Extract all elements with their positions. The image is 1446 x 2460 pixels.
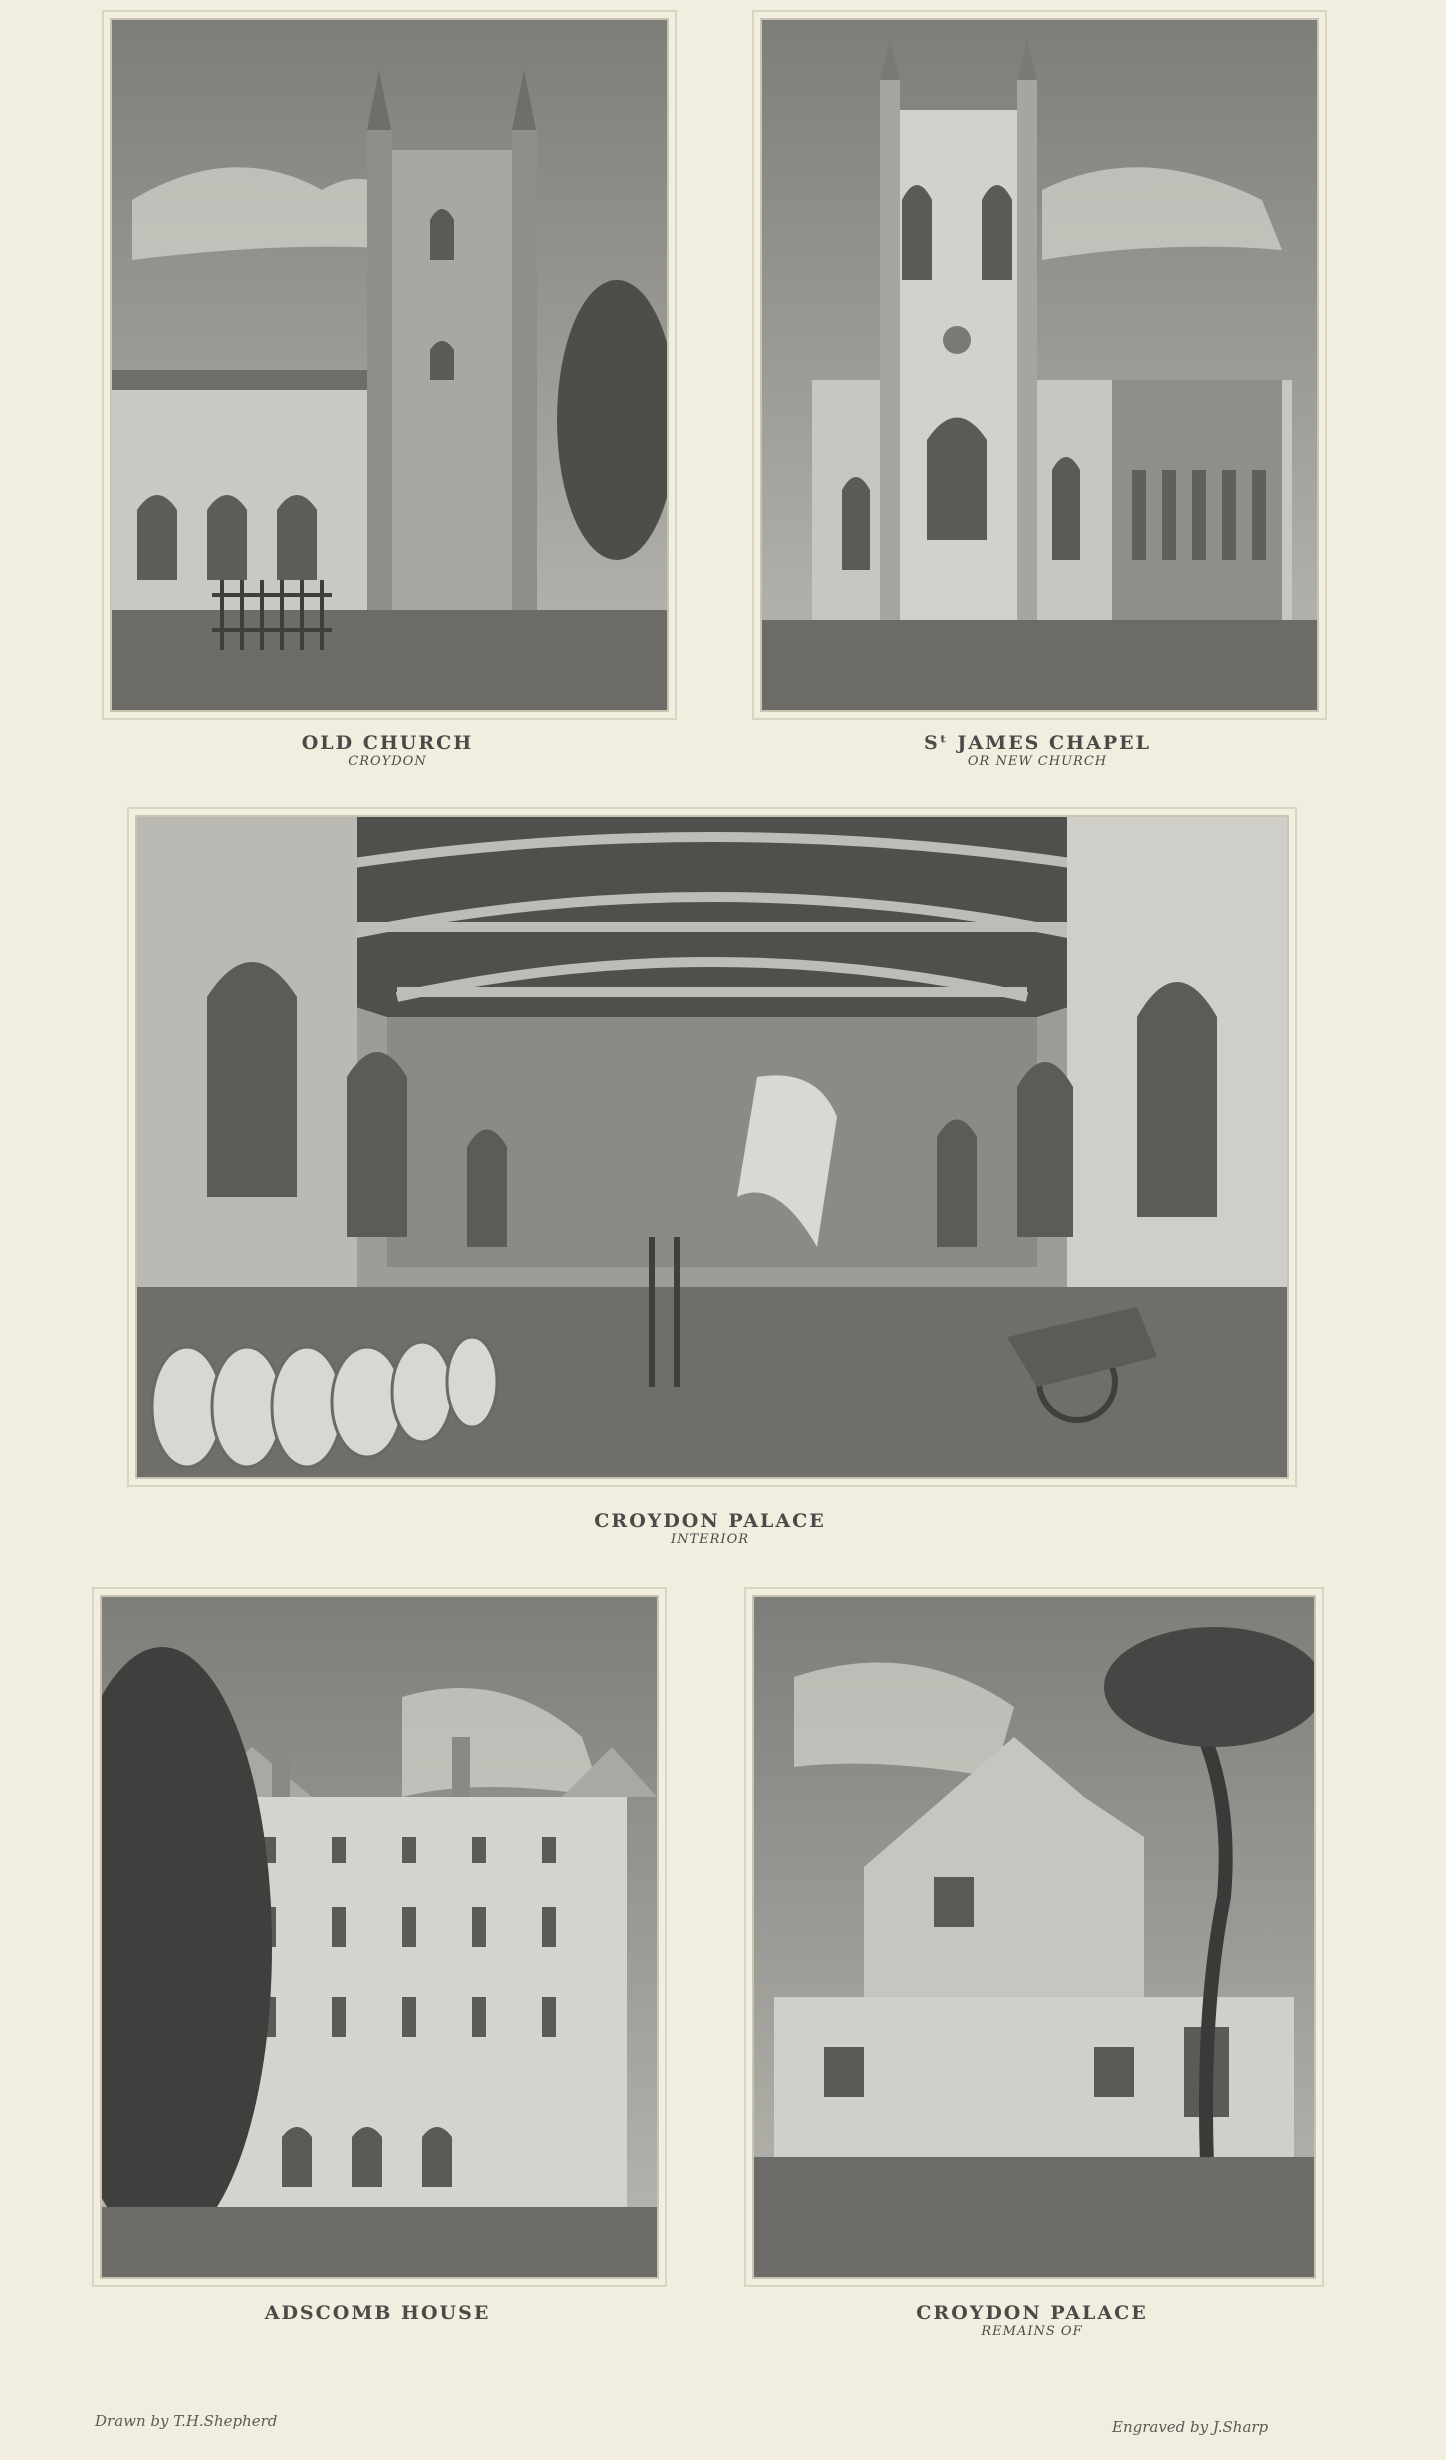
caption-adscomb-house [100,2302,655,2324]
caption-title: ADSCOMB HOUSE [264,2302,491,2324]
caption-subtitle: REMAINS OF [981,2324,1083,2339]
engraving-st-james-chapel [760,18,1319,712]
caption-subtitle: CROYDON [348,754,427,769]
caption-croydon-palace-interior [135,1510,1285,1547]
caption-old-church [110,732,665,769]
engraving-croydon-palace-remains [752,1595,1316,2279]
credit-engraved-by: Engraved by J.Sharp [1112,2418,1269,2436]
caption-croydon-palace-remains [752,2302,1312,2339]
caption-title: CROYDON PALACE [916,2302,1148,2324]
caption-subtitle: INTERIOR [670,1532,750,1547]
caption-st-james-chapel [760,732,1315,769]
caption-title: OLD CHURCH [301,732,474,754]
engraving-croydon-palace-interior [135,815,1289,1479]
engraving-adscomb-house [100,1595,659,2279]
engraving-old-church [110,18,669,712]
caption-title: Sᵗ JAMES CHAPEL [924,732,1151,754]
caption-subtitle: OR NEW CHURCH [967,754,1108,769]
caption-title: CROYDON PALACE [594,1510,826,1532]
credit-drawn-by: Drawn by T.H.Shepherd [95,2412,278,2430]
